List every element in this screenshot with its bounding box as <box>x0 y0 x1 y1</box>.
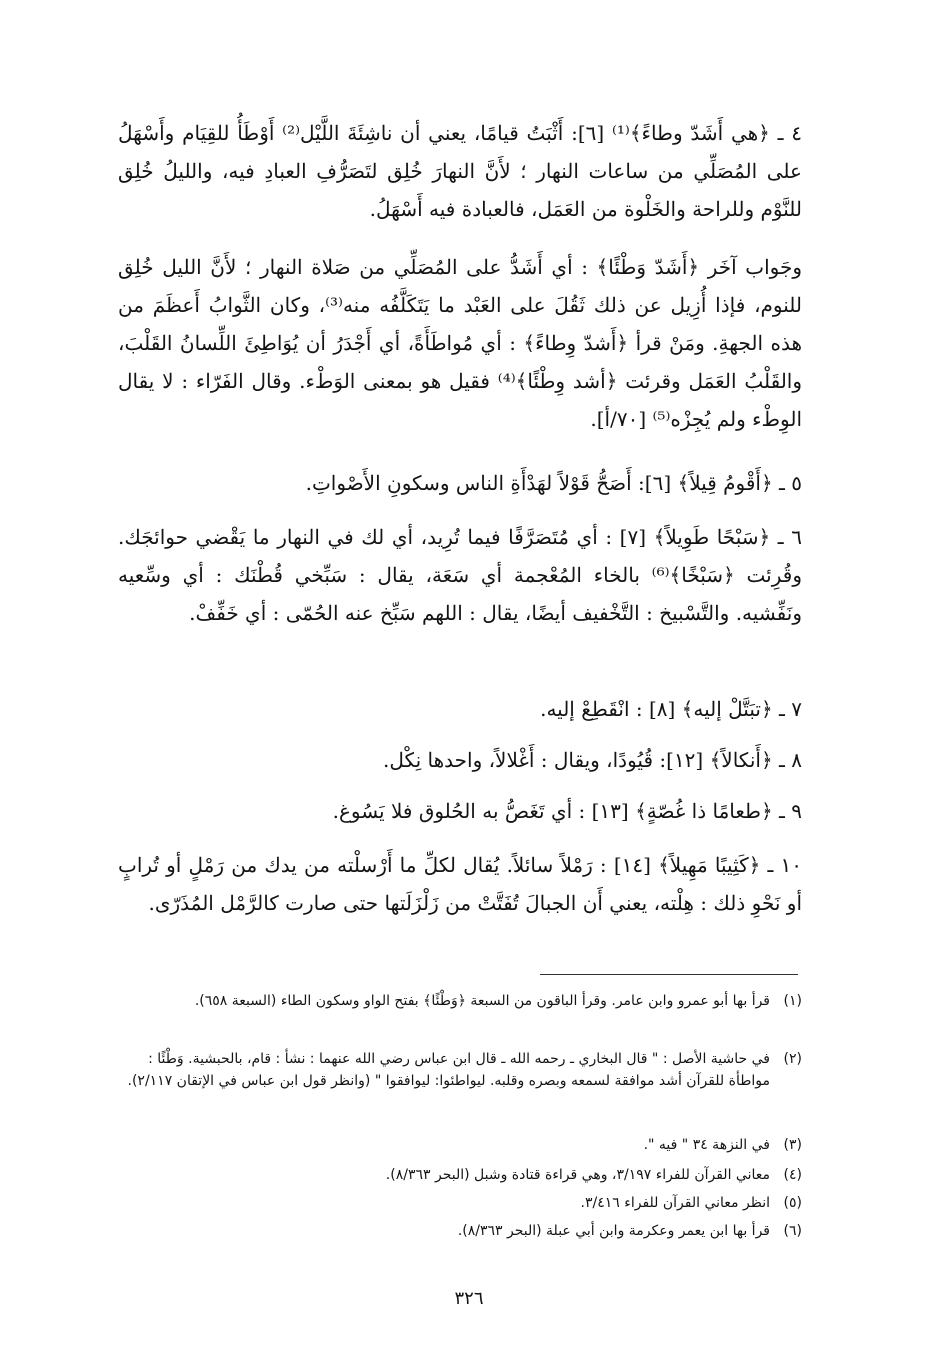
footnote-text: معاني القرآن للفراء ٣/١٩٧، وهي قراءة قتادة وشبل (البحر ٨/٣٦٣). <box>385 1167 770 1183</box>
footnote-text: قرأ بها ابن يعمر وعكرمة وابن أبي عبلة (البحر ٨/٣٦٣). <box>457 1223 770 1239</box>
footnote-number: (٣) <box>783 1137 802 1153</box>
paragraph-6: ٦ ـ ﴿سَبْحًا طَوِيلاً﴾ [٧] : أي مُتَصَرَّفًا فيما تُرِيد، أي لك في النهار ما يَقْضي حوائجَك. وقُرِئت ﴿سَبْخًا﴾⁽⁶⁾ بالخاء المُعْجمة أي سَعَة، يقال : سَبِّخي قُطْنَك : أي وسِّعيه ونَفِّشيه. والتَّسْبيخ : التَّخْفيف أيضًا، يقال : اللهم سَبِّخ عنه الحُمّى : أي خَفِّفْ. <box>118 525 803 625</box>
footnote-text: في النزهة ٣٤ " فيه ". <box>643 1137 770 1153</box>
footnote-number: (٥) <box>783 1195 802 1211</box>
footnote-number: (١) <box>783 993 802 1009</box>
page-number: ٣٢٦ <box>454 1288 484 1309</box>
footnote-number: (٤) <box>783 1167 802 1183</box>
paragraph-alternative-answer: وجَواب آخَر ﴿أَشَدّ وَطْئًا﴾ : أي أَشَدُّ على المُصَلِّي من صَلاة النهار ؛ لأَنَّ الليل خُلِق للنوم، فإذا أُزِيل عن ذلك ثَقُلَ على العَبْد ما يَتَكَلَّفُه منه⁽³⁾، وكان الثَّوابُ أَعظَمَ من هذه الجهةِ. ومَنْ قرأ ﴿أَشدّ وِطاءً﴾ : أي مُواطَأَةً، أي أَجْدَرُ أن يُوَاطِئَ اللِّسانُ القَلْبَ، والقَلْبُ العَمَل وقرئت ﴿أشد وِطْئًا﴾⁽⁴⁾ فقيل هو بمعنى الوَطْء. وقال الفَرّاء : لا يقال الوِطْء ولم يُجِزْه⁽⁵⁾ [٧٠/أ]. <box>118 255 803 431</box>
footnote-text: قرأ بها أبو عمرو وابن عامر. وقرأ الباقون من السبعة ﴿وَطْئًا﴾ بفتح الواو وسكون الطاء (السبعة ٦٥٨). <box>194 993 770 1009</box>
footnote-number: (٦) <box>783 1223 802 1239</box>
footnote-separator <box>540 974 798 975</box>
footnote-1 <box>112 990 802 1012</box>
footnote-3 <box>112 1134 802 1156</box>
footnote-number: (٢) <box>783 1051 802 1067</box>
footnote-6 <box>112 1220 802 1242</box>
paragraph-10: ١٠ ـ ﴿كَثِيبًا مَهِيلاً﴾ [١٤] : رَمْلاً سائلاً. يُقال لكلِّ ما أَرْسلْته من يدك من رَمْلٍ أو تُرابٍ أو نَحْوِ ذلك : هِلْته، يعني أَن الجبالَ تُفَتَّتْ من زَلْزَلَتها حتى صارت كالرَّمْل المُذَرّى. <box>118 853 802 915</box>
paragraph-9: ٩ ـ ﴿طعامًا ذا غُصّةٍ﴾ [١٣] : أي تَغَصُّ به الحُلوق فلا يَسُوغ. <box>332 799 802 823</box>
paragraph-8: ٨ ـ ﴿أَنكالاً﴾ [١٢]: قُيُودًا، ويقال : أَغْلالاً، واحدها نِكْل. <box>383 748 802 772</box>
paragraph-7: ٧ ـ ﴿تبَتَّلْ إليه﴾ [٨] : انْقَطِعْ إليه. <box>540 697 802 721</box>
paragraph-5: ٥ ـ ﴿أَقْومُ قِيلاً﴾ [٦]: أَصَحُّ قَوْلاً لهَدْأَةِ الناس وسكونِ الأَصْواتِ. <box>305 471 802 495</box>
footnote-text: انظر معاني القرآن للفراء ٣/٤١٦. <box>580 1195 770 1211</box>
footnote-text: في حاشية الأصل : " قال البخاري ـ رحمه الله ـ قال ابن عباس رضي الله عنهما : نشأ : قام، بالحبشية. وَطْئًا : مواطأة للقرآن أشد موافقة لسمعه وبصره وقلبه. ليواطئوا: ليوافقوا " (وانظر قول ابن عباس في الإتقان ٢/١١٧). <box>127 1051 770 1089</box>
footnote-5 <box>112 1192 802 1214</box>
paragraph-4: ٤ ـ ﴿هي أَشَدّ وطاءً﴾⁽¹⁾ [٦]: أَثْبَتُ قيامًا، يعني أن ناشِئَةَ اللَّيْل⁽²⁾ أَوْطَأُ للقِيَام وأَسْهَلُ على المُصَلِّي من ساعات النهار ؛ لأَنَّ النهارَ خُلِق لتَصَرُّفِ العبادِ فيه، والليلُ خُلِق للنَّوْم وللراحة والخَلْوة من العَمَل، فالعبادة فيه أَسْهَلُ. <box>118 121 803 221</box>
footnote-2 <box>112 1048 802 1092</box>
footnote-4 <box>112 1164 802 1186</box>
